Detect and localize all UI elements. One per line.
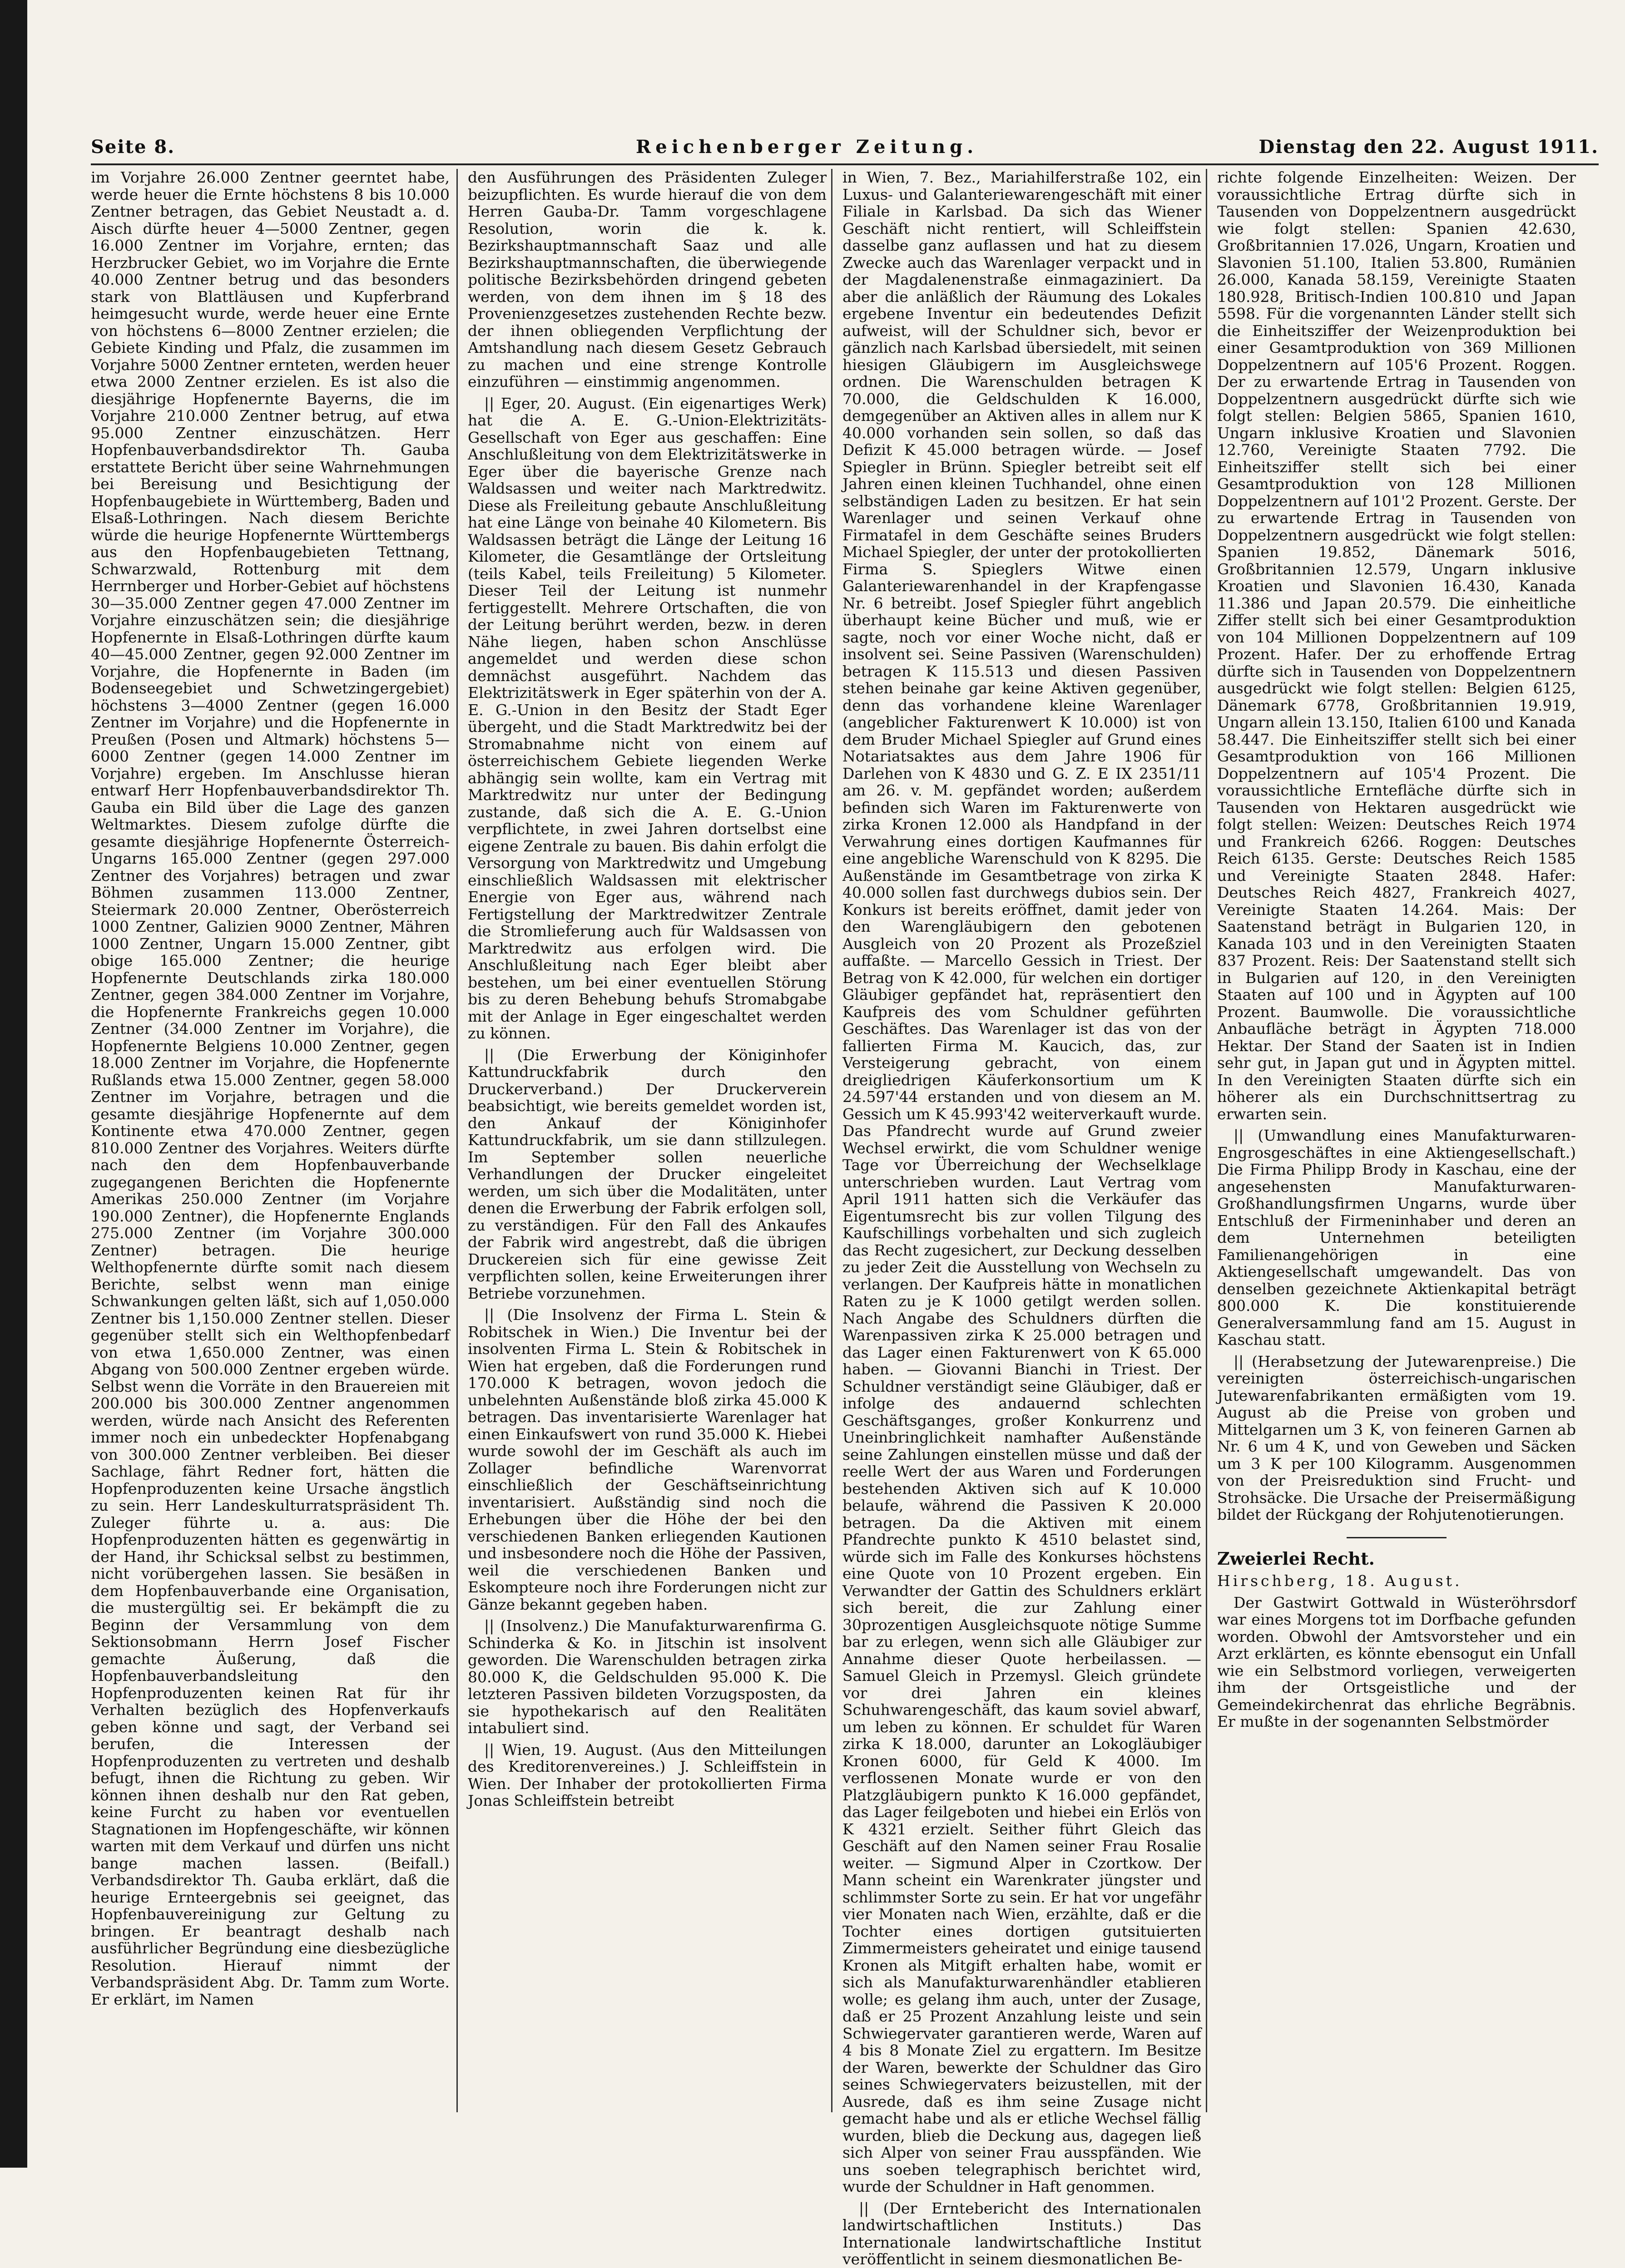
article-eger: || Eger, 20. August. (Ein eigenartiges Werk) hat die A. E. G.-Union-Elektrizitäts-Gesellschaft von Eger aus geschaffen: Eine Anschlußleitung von dem Elektrizitätswerke in Eger über die bayerische Grenze nach Waldsassen und weiter nach Marktredwitz. Diese als Freileitung gebaute Anschlußleitung hat eine Länge von beinahe 40 Kilometern. Bis Waldsassen beträgt die Länge der Leitung 16 Kilometer, die Gesamtlänge der Ortsleitung (teils Kabel, teils Freileitung) 5 Kilometer. Dieser Teil der Leitung ist nunmehr fertiggestellt. Mehrere Ortschaften, die von der Leitung berührt werden, bezw. in deren Nähe liegen, haben schon Anschlüsse angemeldet und werden diese schon demnächst ausgeführt. Nachdem das Elektrizitätswerk in Eger späterhin von der A. E. G.-Union in den Besitz der Stadt Eger übergeht, und die Stadt Marktredwitz bei der Stromabnahme nicht von einem auf österreichischem Gebiete liegenden Werke abhängig sein wollte, kam ein Vertrag mit Marktredwitz nur unter der Bedingung zustande, daß sich die A. E. G.-Union verpflichtete, in zwei Jahren dortselbst eine eigene Zentrale zu bauen. Bis dahin erfolgt die Versorgung von Marktredwitz und Umgebung einschließlich Waldsassen mit elektrischer Energie von Eger aus, während nach Fertigstellung der Marktredwitzer Zentrale die Stromlieferung auch für Waldsassen von Marktredwitz aus erfolgen wird. Die Anschlußleitung nach Eger bleibt aber bestehen, um bei einer eventuellen Störung bis zu deren Behebung behufs Stromabgabe mit der Anlage in Eger eingeschaltet werden zu können. (468, 394, 827, 1042)
article-text: richte folgende Einzelheiten: Weizen. Der voraussichtliche Ertrag dürfte sich in Tausenden von Doppelzentnern ausgedrückt wie folgt stellen: Spanien 42.630, Großbritannien 17.026, Ungarn, Kroatien und Slavonien 51.100, Italien 53.800, Rumänien 26.000, Kanada 58.159, Vereinigte Staaten 180.928, Britisch-Indien 100.810 und Japan 5598. Für die vorgenannten Länder stellt sich die Einheitsziffer der Weizenproduktion bei einer Gesamtproduktion von 369 Millionen Doppelzentnern auf 105'6 Prozent. Roggen. Der zu erwartende Ertrag in Tausenden von Doppelzentnern ausgedrückt dürfte sich wie folgt stellen: Belgien 5865, Spanien 1610, Ungarn inklusive Kroatien und Slavonien 12.760, Vereinigte Staaten 7792. Die Einheitsziffer stellt sich bei einer Gesamtproduktion von 128 Millionen Doppelzentnern auf 101'2 Prozent. Gerste. Der zu erwartende Ertrag in Tausenden von Doppelzentnern ausgedrückt wie folgt stellen: Spanien 19.852, Dänemark 5016, Großbritannien 12.579, Ungarn inklusive Kroatien und Slavonien 16.430, Kanada 11.386 und Japan 20.579. Die einheitliche Ziffer stellt sich bei einer Gesamtproduktion von 104 Millionen Doppelzentnern auf 109 Prozent. Hafer. Der zu erhoffende Ertrag dürfte sich in Tausenden von Doppelzentnern ausgedrückt wie folgt stellen: Belgien 6125, Dänemark 6778, Großbritannien 19.919, Ungarn allein 13.150, Italien 6100 und Kanada 58.447. Die Einheitsziffer stellt sich bei einer Gesamtproduktion von 166 Millionen Doppelzentnern auf 105'4 Prozent. Die voraussichtliche Erntefläche dürfte sich in Tausenden von Hektaren ausgedrückt wie folgt stellen: Weizen: Deutsches Reich 1974 und Frankreich 6266. Roggen: Deutsches Reich 6135. Gerste: Deutsches Reich 1585 und Vereinigte Staaten 2848. Hafer: Deutsches Reich 4827, Frankreich 4027, Vereinigte Staaten 14.264. Mais: Der Saatenstand beträgt in Bulgarien 120, in Kanada 103 und in den Vereinigten Staaten 837 Prozent. Reis: Der Saatenstand stellt sich in Bulgarien auf 120, in den Vereinigten Staaten auf 100 und in Ägypten auf 100 Prozent. Baumwolle. Die voraussichtliche Anbaufläche beträgt in Ägypten 718.000 Hektar. Der Stand der Saaten ist in Indien sehr gut, in Japan gut und in Ägypten mittel. In den Vereinigten Staaten dürfte sich ein höherer als ein Durchschnittsertrag zu erwarten sein. (1217, 168, 1576, 1123)
page-header (91, 136, 1599, 163)
section-divider (1347, 1537, 1447, 1538)
column-rule (1206, 169, 1207, 2112)
newspaper-title: Reichenberger Zeitung. (636, 136, 978, 158)
article-erntebericht: || (Der Erntebericht des Internationalen landwirtschaftlichen Instituts.) Das Internationale landwirtschaftliche Institut veröffentlicht in seinem diesmonatlichen Be- (842, 2199, 1201, 2268)
column-rule (456, 169, 458, 2112)
feature-headline: Zweierlei Recht. (1217, 1548, 1375, 1569)
article-insolvenz-schinderka: || (Insolvenz.) Die Manufakturwarenfirma G. Schinderka & Ko. in Jitschin ist insolvent geworden. Die Warenschulden betragen zirka 80.000 K, die Geldschulden 95.000 K. Die letzteren Passiven bildeten Vorzugsposten, da sie hypothekarisch auf den Realitäten intabuliert sind. (468, 1617, 827, 1737)
column-2 (468, 169, 827, 2117)
article-text: im Vorjahre 26.000 Zentner geerntet habe, werde heuer die Ernte höchstens 8 bis 10.000 Zentner betragen, das Gebiet Neustadt a. d. Aisch dürfte heuer 4—5000 Zentner, gegen 16.000 Zentner im Vorjahre, ernten; das Herzbrucker Gebiet, wo im Vorjahre die Ernte 40.000 Zentner betrug und das besonders stark von Blattläusen und Kupferbrand heimgesucht wurde, werde heuer eine Ernte von höchstens 6—8000 Zentner erzielen; die Gebiete Kinding und Pfalz, die zusammen im Vorjahre 5000 Zentner ernteten, werden heuer etwa 2000 Zentner erzielen. Es ist also die diesjährige Hopfenernte Bayerns, die im Vorjahre 210.000 Zentner betrug, auf etwa 95.000 Zentner einzuschätzen. Herr Hopfenbauverbandsdirektor Th. Gauba erstattete Bericht über seine Wahrnehmungen bei Bereisung und Besichtigung der Hopfenbaugebiete in Württemberg, Baden und Elsaß-Lothringen. Nach diesem Berichte würde die heurige Hopfenernte Württembergs aus den Hopfenbaugebieten Tettnang, Schwarzwald, Rottenburg mit dem Herrnberger und Horber-Gebiet auf höchstens 30—35.000 Zentner gegen 47.000 Zentner im Vorjahre einzuschätzen sein; die diesjährige Hopfenernte in Elsaß-Lothringen dürfte kaum 40—45.000 Zentner, gegen 92.000 Zentner im Vorjahre, die Hopfenernte in Baden (im Bodenseegebiet und Schwetzingergebiet) höchstens 3—4000 Zentner (gegen 16.000 Zentner im Vorjahre) und die Hopfenernte in Preußen (Posen und Altmark) höchstens 5—6000 Zentner (gegen 14.000 Zentner im Vorjahre) ergeben. Im Anschlusse hieran entwarf Herr Hopfenbauverbandsdirektor Th. Gauba ein Bild über die Lage des ganzen Weltmarktes. Diesem zufolge dürfte die gesamte diesjährige Hopfenernte Österreich-Ungarns 165.000 Zentner (gegen 297.000 Zentner des Vorjahres) betragen und zwar Böhmen zusammen 113.000 Zentner, Steiermark 20.000 Zentner, Oberösterreich 1000 Zentner, Galizien 9000 Zentner, Mähren 1000 Zentner, Ungarn 15.000 Zentner, gibt obige 165.000 Zentner; die heurige Hopfenernte Deutschlands zirka 180.000 Zentner, gegen 384.000 Zentner im Vorjahre, die Hopfenernte Frankreichs gegen 10.000 Zentner (34.000 Zentner im Vorjahre), die Hopfenernte Belgiens 10.000 Zentner, gegen 18.000 Zentner im Vorjahre, die Hopfenernte Rußlands etwa 15.000 Zentner, gegen 58.000 Zentner im Vorjahre, betragen und die gesamte diesjährige Hopfenernte auf dem Kontinente etwa 470.000 Zentner, gegen 810.000 Zentner des Vorjahres. Weiters dürfte nach den dem Hopfenbauverbande zugegangenen Berichten die Hopfenernte Amerikas 250.000 Zentner (im Vorjahre 190.000 Zentner), die Hopfenernte Englands 275.000 Zentner (im Vorjahre 300.000 Zentner) betragen. Die heurige Welthopfenernte dürfte somit nach diesem Berichte, selbst wenn man einige Schwankungen gelten läßt, sich auf 1,050.000 Zentner bis 1,150.000 Zentner stellen. Dieser gegenüber stellt sich ein Welthopfenbedarf von etwa 1,650.000 Zentner, was einen Abgang von 500.000 Zentner ergeben würde. Selbst wenn die Vorräte in den Brauereien mit 200.000 bis 300.000 Zentner angenommen werden, würde nach Ansicht des Referenten immer noch ein unbedeckter Hopfenabgang von 300.000 Zentner verbleiben. Bei dieser Sachlage, fährt Redner fort, hätten die Hopfenproduzenten keine Ursache ängstlich zu sein. Herr Landeskulturratspräsident Th. Zuleger führte u. a. aus: Die Hopfenproduzenten hätten es gegenwärtig in der Hand, ihr Schicksal selbst zu bestimmen, nicht vorübergehen lassen. Sie besäßen in dem Hopfenbauverbande eine Organisation, die mustergültig sei. Er bekämpft die zu Beginn der Versammlung von dem Sektionsobmann Herrn Josef Fischer gemachte Äußerung, daß die Hopfenbauverbandsleitung den Hopfenproduzenten keinen Rat für ihr Verhalten bezüglich des Hopfenverkaufs geben könne und sagt, der Verband sei berufen, die Interessen der Hopfenproduzenten zu vertreten und deshalb befugt, ihnen die Richtung zu geben. Wir können ihnen deshalb nur den Rat geben, keine Furcht zu haben vor eventuellen Stagnationen im Hopfengeschäfte, wir können warten mit dem Verkauf und dürfen uns nicht bange machen lassen. (Beifall.) Verbandsdirektor Th. Gauba erklärt, daß die heurige Ernteergebnis sei geeignet, das Hopfenbauvereinigung zur Geltung zu bringen. Er beantragt deshalb nach ausführlicher Begründung eine diesbezügliche Resolution. Hierauf nimmt der Verbandspräsident Abg. Dr. Tamm zum Worte. Er erklärt, im Namen (91, 168, 450, 2008)
column-3 (842, 168, 1201, 2268)
article-kattundruckfabrik: || (Die Erwerbung der Königinhofer Kattundruckfabrik durch den Druckerverband.) Der Druckerverein beabsichtigt, wie bereits gemeldet worden ist, den Ankauf der Königinhofer Kattundruckfabrik, um sie dann stillzulegen. Im September sollen neuerliche Verhandlungen der Drucker eingeleitet werden, um sich über die Modalitäten, unter denen die Erwerbung der Fabrik erfolgen soll, zu verständigen. Für den Fall des Ankaufes der Fabrik wird angestrebt, daß die übrigen Druckereien sich für eine gewisse Zeit verpflichten sollen, keine Erweiterungen ihrer Betriebe vorzunehmen. (468, 1046, 827, 1302)
article-umwandlung: || (Umwandlung eines Manufakturwaren-Engrosgeschäftes in eine Aktiengesellschaft.) Die Firma Philipp Brody in Kaschau, eine der angesehensten Manufakturwaren-Großhandlungsfirmen Ungarns, wurde über Entschluß der Firmeninhaber und deren an dem Unternehmen beteiligten Familienangehörigen in eine Aktiengesellschaft umgewandelt. Das von denselben gezeichnete Aktienkapital beträgt 800.000 K. Die konstituierende Generalversammlung fand am 15. August in Kaschau statt. (1217, 1127, 1576, 1349)
column-rule (831, 169, 832, 2112)
article-jutewaren: || (Herabsetzung der Jutewarenpreise.) Die vereinigten österreichisch-ungarischen Jutewarenfabrikanten ermäßigten vom 19. August ab die Preise von groben und Mittelgarnen um 3 K, von feineren Garnen ab Nr. 6 um 4 K, und von Geweben und Säcken um 3 K per 100 Kilogramm. Ausgenommen von der Preisreduktion sind Frucht- und Strohsäcke. Die Ursache der Preisermäßigung bildet der Rückgang der Rohjutenotierungen. (1217, 1352, 1576, 1523)
article-text: in Wien, 7. Bez., Mariahilferstraße 102, ein Luxus- und Galanteriewarengeschäft mit einer Filiale in Karlsbad. Da sich das Wiener Geschäft nicht rentiert, will Schleiffstein dasselbe ganz auflassen und hat zu diesem Zwecke auch das Warenlager verpackt und in der Magdalenenstraße einmagaziniert. Da aber die anläßlich der Räumung des Lokales ergebene Inventur ein bedeutendes Defizit aufweist, will der Schuldner sich, bevor er gänzlich nach Karlsbad übersiedelt, mit seinen hiesigen Gläubigern im Ausgleichswege ordnen. Die Warenschulden betragen K 70.000, die Geldschulden K 16.000, demgegenüber an Aktiven alles in allem nur K 40.000 vorhanden sein sollen, so daß das Defizit K 45.000 betragen würde. — Josef Spiegler in Brünn. Spiegler betreibt seit elf Jahren einen kleinen Tuchhandel, ohne einen selbständigen Laden zu besitzen. Er hat sein Warenlager und seinen Verkauf ohne Firmatafel in dem Geschäfte seines Bruders Michael Spiegler, der unter der protokollierten Firma S. Spieglers Witwe einen Galanteriewarenhandel in der Krapfengasse Nr. 6 betreibt. Josef Spiegler führt angeblich überhaupt keine Bücher und muß, wie er sagte, noch vor einer Woche nicht, daß er insolvent sei. Seine Passiven (Warenschulden) betragen K 115.513 und diesen Passiven stehen beinahe gar keine Aktiven gegenüber, denn das vorhandene kleine Warenlager (angeblicher Fakturenwert K 10.000) ist von dem Bruder Michael Spiegler auf Grund eines Notariatsaktes aus dem Jahre 1906 für Darlehen von K 4830 und G. Z. E IX 2351/11 am 26. v. M. gepfändet worden; außerdem befinden sich Waren im Fakturenwerte von zirka Kronen 12.000 als Handpfand in der Verwahrung eines dortigen Kaufmannes für eine angebliche Warenschuld von K 8295. Die Außenstände im Gesamtbetrage von zirka K 40.000 sollen fast durchwegs dubios sein. Der Konkurs ist bereits eröffnet, damit jeder von den Warengläubigern den gebotenen Ausgleich von 20 Prozent als Prozeßziel auffaßte. — Marcello Gessich in Triest. Der Betrag von K 42.000, für welchen ein dortiger Gläubiger gepfändet hat, repräsentiert den Kaufpreis des vom Schuldner geführten Geschäftes. Das Warenlager ist das von der fallierten Firma M. Kaucich, das, zur Versteigerung gebracht, von einem dreigliedrigen Käuferkonsortium um K 24.597'44 erstanden und von diesem an M. Gessich um K 45.993'42 weiterverkauft wurde. Das Pfandrecht wurde auf Grund zweier Wechsel erwirkt, die vom Schuldner wenige Tage vor Überreichung der Wechselklage unterschrieben wurden. Laut Vertrag vom April 1911 hatten sich die Verkäufer das Eigentumsrecht bis zur vollen Tilgung des Kaufschillings vorbehalten und sich zugleich das Recht zugesichert, zur Deckung desselben zu jeder Zeit die Ausstellung von Wechseln zu verlangen. Der Kaufpreis hätte in monatlichen Raten zu je K 1000 getilgt werden sollen. Nach Angabe des Schuldners dürften die Warenpassiven zirka K 25.000 betragen und das Lager einen Fakturenwert von K 65.000 haben. — Giovanni Bianchi in Triest. Der Schuldner verständigt seine Gläubiger, daß er infolge des andauernd schlechten Geschäftsganges, großer Konkurrenz und Uneinbringlichkeit namhafter Außenstände seine Zahlungen einstellen müsse und daß der reelle Wert der aus Waren und Forderungen bestehenden Aktiven sich auf K 10.000 belaufe, während die Passiven K 20.000 betragen. Da die Aktiven mit einem Pfandrechte punkto K 4510 belastet sind, würde sich im Falle des Konkurses höchstens eine Quote von 10 Prozent ergeben. Ein Verwandter der Gattin des Schuldners erklärt sich bereit, die zur Zahlung einer 30prozentigen Ausgleichsquote nötige Summe bar zu erlegen, wenn sich alle Gläubiger zur Annahme dieser Quote herbeilassen. — Samuel Gleich in Przemysl. Gleich gründete vor drei Jahren ein kleines Schuhwarengeschäft, das kaum soviel abwarf, um leben zu können. Er schuldet für Waren zirka K 18.000, darunter an Lokogläubiger Kronen 6000, für Geld K 4000. Im verflossenen Monate wurde er von den Platzgläubigern punkto K 16.000 gepfändet, das Lager feilgeboten und hiebei ein Erlös von K 4321 erzielt. Seither führt Gleich das Geschäft auf den Namen seiner Frau Rosalie weiter. — Sigmund Alper in Czortkow. Der Mann scheint ein Warenkrater jüngster und schlimmster Sorte zu sein. Er hat vor ungefähr vier Monaten nach Wien, erzählte, daß er die Tochter eines dortigen gutsituierten Zimmermeisters geheiratet und einige tausend Kronen als Mitgift erhalten habe, womit er sich als Manufakturwarenhändler etablieren wolle; es gelang ihm auch, unter der Zusage, daß er 25 Prozent Anzahlung leiste und sein Schwiegervater garantieren werde, Waren auf 4 bis 8 Monate Ziel zu ergattern. Im Besitze der Waren, bewerkte der Schuldner das Giro seines Schwiegervaters beizustellen, mit der Ausrede, daß es ihm seine Zusage nicht gemacht habe und als er etliche Wechsel fällig wurden, blieb die Deckung aus, dagegen ließ sich Alper von seiner Frau ausspfänden. Wie uns soeben telegraphisch berichtet wird, wurde der Schuldner in Haft genommen. (842, 168, 1201, 2195)
issue-date: Dienstag den 22. August 1911. (1258, 136, 1599, 158)
header-rule (91, 163, 1599, 165)
article-kreditorenverein: || Wien, 19. August. (Aus den Mitteilungen des Kreditorenvereines.) J. Schleiffstein in Wien. Der Inhaber der protokollierten Firma Jonas Schleiffstein betreibt (468, 1740, 827, 1809)
article-text: den Ausführungen des Präsidenten Zuleger beizupflichten. Es wurde hierauf die von dem Herren Gauba-Dr. Tamm vorgeschlagene Resolution, worin die k. k. Bezirkshauptmannschaft Saaz und alle Bezirkshauptmannschaften, die überwiegende politische Bezirksbehörden dringend gebeten werden, von dem ihnen im § 18 des Provenienzgesetzes zustehenden Rechte bezw. der ihnen obliegenden Verpflichtung der Amtshandlung nach diesem Gesetz Gebrauch zu machen und eine strenge Kontrolle einzuführen — einstimmig angenommen. (468, 168, 827, 390)
article-insolvenz-stein: || (Die Insolvenz der Firma L. Stein & Robitschek in Wien.) Die Inventur bei der insolventen Firma L. Stein & Robitschek in Wien hat ergeben, daß die Forderungen rund 170.000 K betragen, wovon jedoch die unbelehnten Außenstände bloß zirka 45.000 K betragen. Das inventarisierte Warenlager hat einen Einkaufswert von rund 35.000 K. Hiebei wurde sowohl der im Geschäft als auch im Zollager befindliche Warenvorrat einschließlich der Geschäftseinrichtung inventarisiert. Außständig sind noch die Erhebungen über die Höhe der bei den verschiedenen Banken erliegenden Kautionen und insbesondere noch die Höhe der Passiven, weil die verschiedenen Banken und Eskompteure noch ihre Forderungen nicht zur Gänze bekannt gegeben haben. (468, 1306, 827, 1613)
feature-dateline: Hirschberg, 18. August. (1217, 1572, 1462, 1590)
column-1 (91, 169, 450, 2117)
page-number: Seite 8. (91, 136, 175, 158)
column-4 (1217, 169, 1576, 2117)
feature-text: Der Gastwirt Gottwald in Wüsteröhrsdorf war eines Morgens tot im Dorfbache gefunden worden. Obwohl der Amtsvorsteher und ein Arzt erklärten, es könnte ebensogut ein Unfall wie ein Selbstmord vorliegen, verweigerten ihm der Ortsgeistliche und der Gemeindekirchenrat das ehrliche Begräbnis. Er mußte in der sogenannten Selbstmörder (1217, 1593, 1576, 1730)
